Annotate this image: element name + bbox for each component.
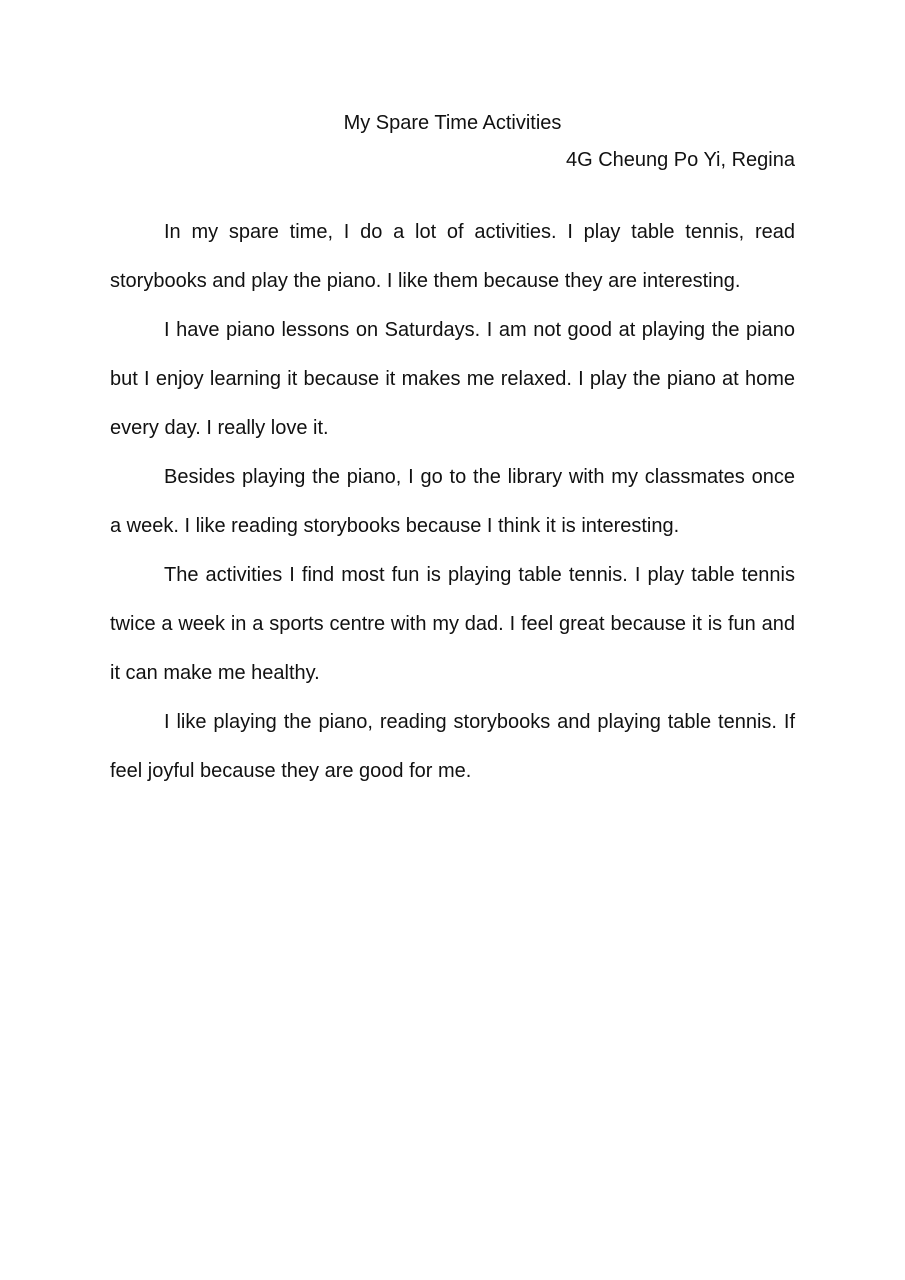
paragraph-1: In my spare time, I do a lot of activities. I play table tennis, read storybooks and play the piano. I like them because they are interesting. [110,221,795,292]
paragraph-5: I like playing the piano, reading storybooks and playing table tennis. If feel joyful because they are good for me. [110,711,795,782]
paragraph-3: Besides playing the piano, I go to the library with my classmates once a week. I like reading storybooks because I think it is interesting. [110,466,795,537]
paragraph-2: I have piano lessons on Saturdays. I am not good at playing the piano but I enjoy learning it because it makes me relaxed. I play the piano at home every day. I really love it. [110,319,795,439]
author-line: 4G Cheung Po Yi, Regina [565,149,795,171]
essay-body [110,208,795,796]
paragraph-4: The activities I find most fun is playing table tennis. I play table tennis twice a week in a sports centre with my dad. I feel great because it is fun and it can make me healthy. [110,564,795,684]
document-title: My Spare Time Activities [343,112,562,134]
